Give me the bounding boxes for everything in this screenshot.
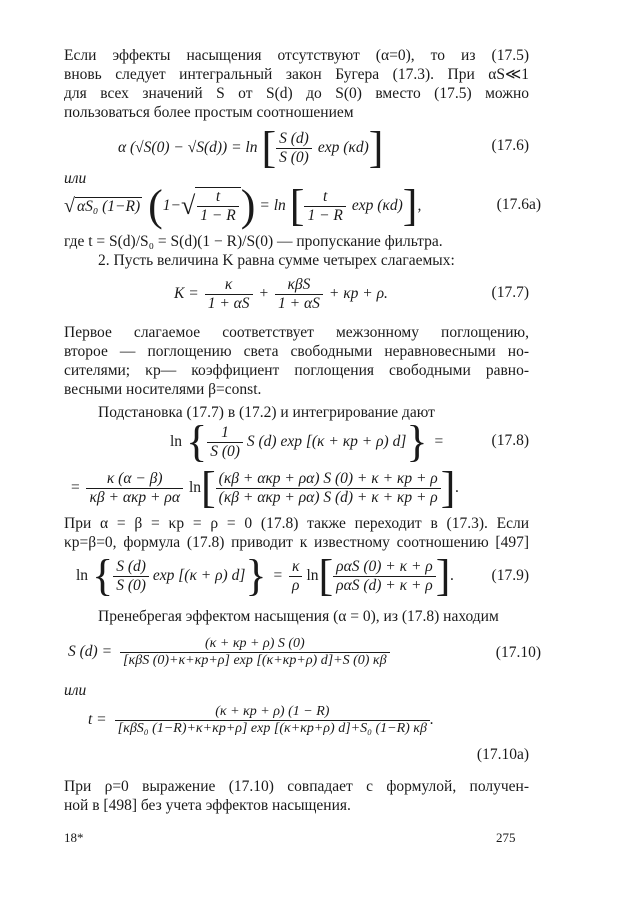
equation-label: (17.9) [491, 567, 529, 584]
text-line: Подстановка (17.7) в (17.2) и интегрирование дают [98, 404, 435, 421]
text-line: Если эффекты насыщения отсутствуют (α=0), то из (17.5) [64, 47, 529, 64]
text-or: или [64, 682, 87, 699]
text-line: κр=β=0, формула (17.8) приводит к известному соотношению [497] [64, 534, 529, 551]
equation-17-10a: t = $\frac{(\kappa + \kappa р + \rho) (1 - R)}{\text{[κβS₀ (1−R)+κ+κр+ρ] exp [(κ+κр+ρ) d]+S₀ (1−R) κβ}}$ . [88, 703, 434, 736]
signature-mark: 18* [64, 830, 84, 845]
text-line: При α = β = κр = ρ = 0 (17.8) также переходит в (17.3). Если [64, 515, 529, 532]
equation-17-9: ln { $\frac{S (d)}{S (0)}$ exp [(κ + ρ) d] } = $\frac{\kappa}{\rho}$ ln [ $\frac{\text{ραS (0) + κ + ρ}}{\text{ραS (d) + κ + ρ}}$ ] . [76, 551, 455, 600]
text-line: Пренебрегая эффектом насыщения (α = 0), из (17.8) находим [98, 608, 499, 625]
text-line: пользоваться более простым соотношением [64, 104, 354, 121]
text-line: 2. Пусть величина K равна сумме четырех слагаемых: [98, 252, 455, 269]
fraction: $\frac{t}{1 - R}$ [304, 188, 345, 225]
text-line: сителями; κр— коэффициент поглощения свободными равно- [64, 362, 529, 379]
equation-17-8: ln { $\frac{1}{S (0)}$ S (d) exp [(κ + κр + ρ) d] } = [170, 417, 444, 466]
fraction: $\frac{\kappa (\alpha - \beta)}{\text{κβ + ακр + ρα}}$ [86, 470, 182, 507]
fraction: $\frac{(\kappa + \kappa р + \rho) S (0)}{\text{[κβS (0)+κ+κр+ρ] exp [(κ+κр+ρ) d]+S (0) κβ}}$ [120, 636, 390, 669]
text-line: весными носителями β=const. [64, 381, 262, 398]
equation-label: (17.10a) [476, 746, 529, 763]
equation-17-6a: √ αS₀ (1−R) ( 1− √ $\frac{t}{1 - R}$ ) = ln [ $\frac{t}{1 - R}$ exp (κd) ] , [64, 181, 422, 230]
equation-17-10: S (d) = $\frac{(\kappa + \kappa р + \rho) S (0)}{\text{[κβS (0)+κ+κр+ρ] exp [(κ+κр+ρ) d]+S (0) κβ}}$ [68, 630, 390, 674]
page-number: 275 [496, 830, 516, 845]
text-line: второе — поглощению света свободными неравновесными но- [64, 343, 529, 360]
text-line: где t = S(d)/S₀ = S(d)(1 − R)/S(0) — пропускание фильтра. [64, 233, 443, 250]
text-line: Первое слагаемое соответствует межзонному поглощению, [64, 324, 529, 341]
fraction: $\frac{t}{1 - R}$ [195, 187, 240, 225]
text-line: вновь следует интегральный закон Бугера (17.3). При αS≪1 [64, 66, 529, 83]
fraction: $\frac{\text{(κβ + ακр + ρα) S (0) + κ + κр + ρ}}{\text{(κβ + ακр + ρα) S (d) + κ + κр + ρ}}$ [216, 470, 441, 507]
equation-17-7: K = $\frac{\kappa}{1 + \alpha S}$ + $\frac{\text{κβS}}{1 + \alpha S}$ + κр + ρ. [174, 275, 388, 312]
fraction: $\frac{\kappa}{\rho}$ [289, 558, 302, 595]
fraction: $\frac{(\kappa + \kappa р + \rho) (1 - R)}{\text{[κβS₀ (1−R)+κ+κр+ρ] exp [(κ+κр+ρ) d]+S₀ (1−R) κβ}}$ [115, 704, 430, 737]
equation-label: (17.8) [491, 432, 529, 449]
text-line: для всех значений S от S(d) до S(0) вместо (17.5) можно [64, 85, 529, 102]
equation-label: (17.6) [491, 137, 529, 154]
equation-label: (17.7) [491, 284, 529, 301]
fraction: $\frac{1}{S (0)}$ [207, 424, 243, 461]
equation-label: (17.10) [495, 644, 541, 661]
fraction: $\frac{\text{κβS}}{1 + \alpha S}$ [275, 276, 323, 313]
equation-17-6: α (√S(0) − √S(d)) = ln [ $\frac{S (d)}{S (0)}$ exp (κd) ] [118, 123, 384, 172]
fraction: $\frac{\text{ραS (0) + κ + ρ}}{\text{ραS (d) + κ + ρ}}$ [333, 558, 436, 595]
equation-label: (17.6a) [496, 196, 541, 213]
equation-17-8-continued: = $\frac{\kappa (\alpha - \beta)}{\text{κβ + ακр + ρα}}$ ln [ $\frac{\text{(κβ + ακр + ρα) S (0) + κ + κр + ρ}}{\text{(κβ + ακр + ρα) S (d) + κ + κр + ρ}}$ ] . [70, 463, 460, 512]
eq-lhs: α (√S(0) − √S(d)) = ln [118, 139, 258, 156]
text-line: При ρ=0 выражение (17.10) совпадает с формулой, получен- [64, 778, 529, 795]
text-line: ной в [498] без учета эффектов насыщения. [64, 797, 351, 814]
fraction: $\frac{S (d)}{S (0)}$ [276, 130, 312, 167]
text-or: или [64, 170, 87, 187]
fraction: $\frac{\kappa}{1 + \alpha S}$ [205, 276, 253, 313]
fraction: $\frac{S (d)}{S (0)}$ [113, 558, 149, 595]
